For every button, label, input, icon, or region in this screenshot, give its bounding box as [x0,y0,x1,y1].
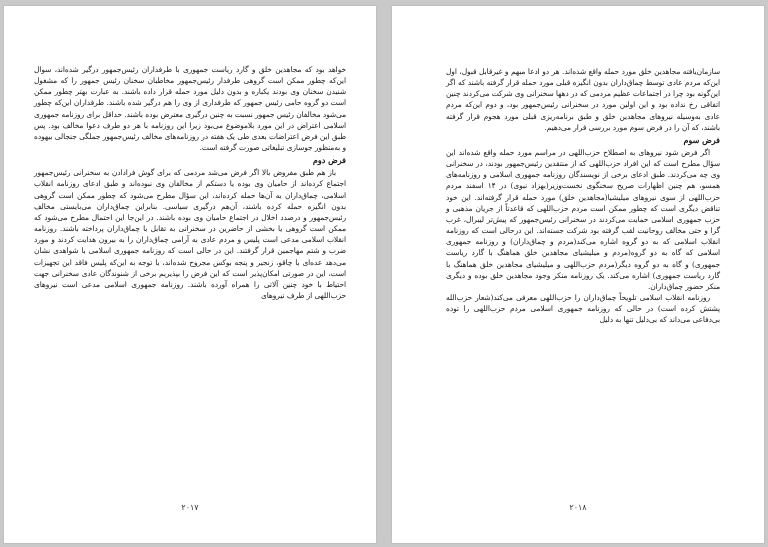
page-number: ۲۰۱۷ [181,503,199,512]
paragraph-intro: خواهد بود که مجاهدین خلق و گارد ریاست جمهوری با طرفداران رئیس‌جمهور درگیر شده‌اند، سوال این‌که چطور ممکن است گروهی طرفدار رئیس‌جمهور مخاطبان سخنان رئیس جمهور را که مشغول شنیدن سخنان وی بودند یکباره و بدون دلیل مورد حمله قرار داده باشند. به عبارت بهتر چطور ممکن است دو گروه حامی رئیس جمهور که طرفداری از وی را هم درگیر شده باشند. طرفداران این‌که چطور می‌شود مخالفان رئیس جمهور نسبت به چنین درگیری معترض بوده باشند. حداقل برای روزنامه جمهوری اسلامی اعتراض در این مورد بلاموضوع می‌بود زیرا این روزنامه با هر دو طرف دعوا مخالف بود. پس طبق این فرض اعتراضات بعدی طی یک هفته در روزنامه‌های مخالف رئیس‌جمهور جملگی جنجالی بیهوده و به‌منظور جوسازی تبلیغاتی صورت گرفته است. [34,65,346,153]
paragraph-intro: سازمان‌یافته مجاهدین خلق مورد حمله واقع شده‌اند. هر دو ادعا مبهم و غیرقابل قبول، اول این‌که مردم عادی توسط چماق‌داران بدون انگیزه قبلی مورد حمله قرار گرفته باشند که اگر این‌گونه بود چرا در اجتماعات عظیم مردمی که در دهها سخنرانی وی شرکت می‌کردند چنین اتفاقی رخ نداده بود و این اولین مورد در سخنرانی رئیس‌جمهور بود، و دوم این‌که مردم عادی به‌وسیله نیروهای مجاهدین خلق و طبق برنامه‌ریزی قبلی مورد هجوم قرار گرفته باشند، که آن را در فرض سوم مورد بررسی قرار می‌دهیم. [446,67,720,132]
right-page-body [446,66,720,325]
paragraph-revolution-newspaper: روزنامه انقلاب اسلامی تلویحاً چماق‌داران را حزب‌اللهی معرفی می‌کند(شعار حزب‌الله پشتش کرده است) در حالی که روزنامه جمهوری اسلامی مردم حزب‌اللهی را توده بی‌دفاعی می‌داند که بی‌دلیل تنها به دلیل [446,292,720,325]
paragraph-third-hypothesis: اگر فرض شود نیروهای به اصطلاح حزب‌اللهی در مراسم مورد حمله واقع شده‌اند این سؤال مطرح است که این افراد حزب‌اللهی که از منتقدین رئیس‌جمهور بودند، در سخنرانی وی چه می‌کردند. طبق ادعای برخی از نویسندگان روزنامه جمهوری اسلامی و روزنامه‌های همسو، هم چنین اظهارات صریح سخنگوی نخست‌وزیر(بهزاد نبوی) در ۱۴ اسفند مردم حزب‌اللهی از سوی نیروهای میلیشیا(مجاهدین خلق) مورد حمله قرار گرفته‌اند. این خود تناقض دیگری است که چطور ممکن است مردم حزب‌اللهی که قاعدتاً از جریان مذهبی و حزب جمهوری اسلامی حمایت می‌کردند در سخنرانی رئیس‌جمهور که پیش‌تر لیبرال، غرب گرا و حتی مخالف روحانیت لقب گرفته بود شرکت جسته‌اند. این درحالی است که روزنامه انقلاب اسلامی که به دو گروه اشاره می‌کند(مردم و چماق‌داران) و روزنامه جمهوری اسلامی که گاه به دو گروه(مردم و میلیشیای مجاهدین خلق هماهنگ با گارد ریاست جمهوری) و گاه به دو گروه دیگر(مردم حزب‌اللهی و میلیشیای مجاهدین خلق هماهنگ با گارد ریاست جمهوری) اشاره می‌کند. یک روزنامه منکر وجود مجاهدین خلق بوده و دیگری منکر حضور چماق‌داران. [446,147,720,291]
right-page [392,6,764,543]
page-number: ۲۰۱۸ [569,503,587,512]
left-page-body [34,64,346,301]
section-heading-third-hypothesis: فرض سوم [683,134,720,145]
section-heading-second-hypothesis: فرض دوم [312,155,346,166]
paragraph-second-hypothesis: باز هم طبق مفروض بالا اگر فرض می‌شد مردمی که برای گوش فرادادن به سخنرانی رئیس‌جمهور اجتماع کرده‌اند از حامیان وی بوده یا دستکم از مخالفان وی نبوده‌اند و طبق ادعای روزنامه انقلاب اسلامی، چماق‌داران به آن‌ها حمله کرده‌اند، این سؤال مطرح می‌شود که چطور ممکن است گروهی بدون انگیزه حمله کرده باشند، آن‌هم درگیری سیاسی. بنابراین چماق‌داران می‌بایستی مخالف رئیس‌جمهور و درصدد اخلال در اجتماع حامیان وی بوده باشند. در این‌جا این احتمال مطرح می‌شود که ممکن است گروهی یا بخشی از حاضرین در سخنرانی به تقابل با چماق‌داران پرداخته باشند. روزنامه انقلاب اسلامی مدعی است پلیس و مردم عادی به آرامی چماق‌داران را به بیرون هدایت کردند و مورد ضرب و شتم مهاجمین قرار گرفتند. این در حالی است که روزنامه جمهوری اسلامی با شواهدی نشان می‌دهد عده‌ای با چاقو، زنجیر و پنجه بوکس مجروح شده‌اند، با توجه به این‌که پلیس فاقد این تجهیزات است، این در صورتی امکان‌پذیر است که این فرض را بپذیریم برخی از شنوندگان عادی سخنرانی جهت احتیاط با خود چنین آلاتی را همراه آورده باشند. روزنامه جمهوری اسلامی مدعی است نیروهای حزب‌اللهی از طرف نیروهای [34,168,346,300]
left-page [4,6,376,543]
